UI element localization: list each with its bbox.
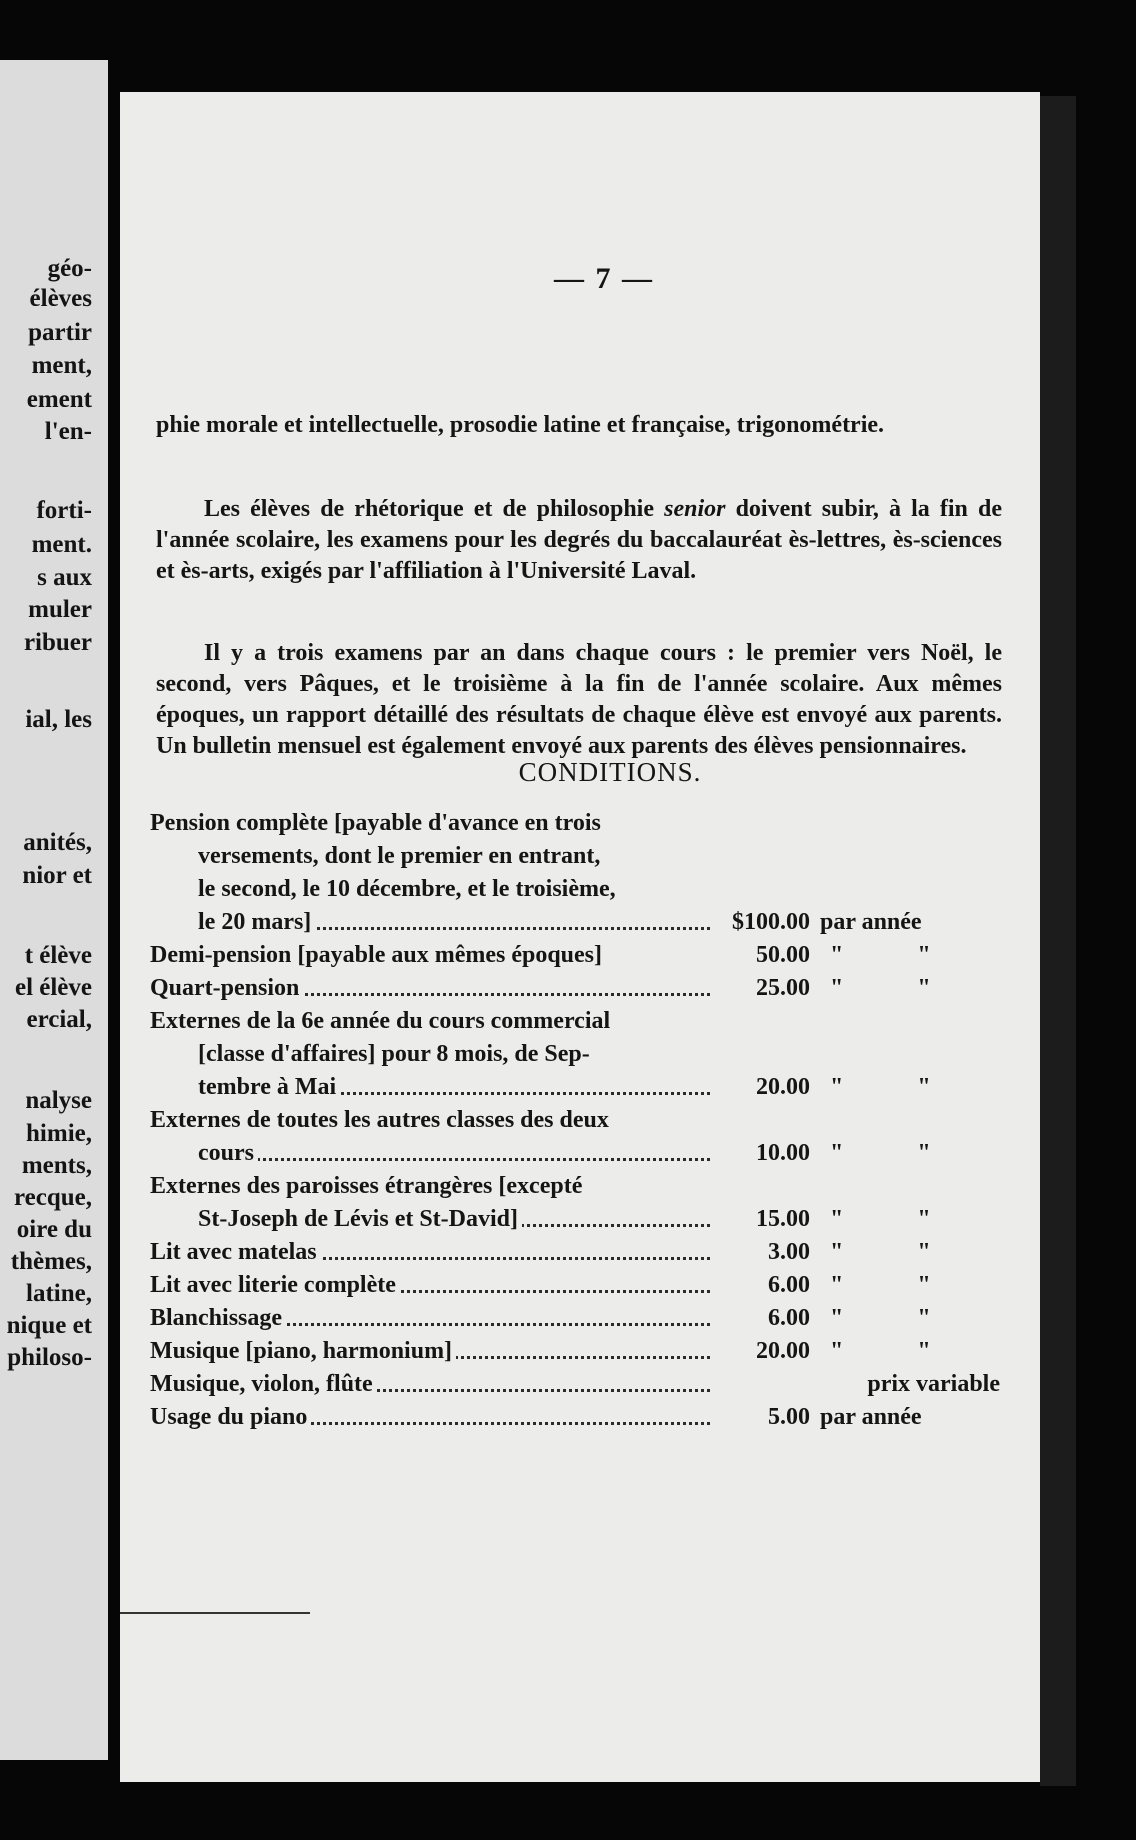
fee-row [150, 1239, 1010, 1272]
fee-unit: " " [830, 1305, 965, 1331]
fee-row [150, 1371, 1010, 1404]
margin-fragment: nior et [22, 862, 92, 889]
margin-fragment: nique et [6, 1312, 92, 1339]
page-edge [1040, 96, 1076, 1786]
fee-label: versements, dont le premier en entrant, [198, 843, 604, 869]
fee-label: cours [198, 1140, 258, 1166]
fee-description [198, 1074, 710, 1101]
margin-fragment: partir [28, 319, 92, 346]
fee-label: Lit avec literie complète [150, 1272, 400, 1298]
fee-row [150, 876, 1010, 909]
margin-fragment: ment, [31, 352, 92, 379]
margin-fragment: forti- [36, 497, 92, 524]
fee-unit: par année [820, 1404, 922, 1430]
paragraph-3 [156, 638, 1002, 762]
fee-unit: " " [830, 1074, 965, 1100]
fee-label: Blanchissage [150, 1305, 286, 1331]
margin-fragment: ement [26, 386, 92, 413]
fee-description [150, 1338, 710, 1365]
fee-row [150, 1338, 1010, 1371]
fee-amount: 5.00 [768, 1404, 810, 1430]
fee-row [150, 1140, 1010, 1173]
fee-row [150, 843, 1010, 876]
fee-description [198, 1041, 710, 1068]
fee-amount: 20.00 [756, 1338, 810, 1364]
fee-description [150, 1305, 710, 1332]
fee-row [150, 1074, 1010, 1107]
margin-fragment: élèves [29, 285, 92, 312]
fee-row [150, 1404, 1010, 1437]
margin-fragment: recque, [14, 1184, 92, 1211]
fee-row [150, 909, 1010, 942]
fee-label: Lit avec matelas [150, 1239, 321, 1265]
fee-row [150, 1272, 1010, 1305]
margin-fragment: l'en- [44, 418, 92, 445]
fee-amount: 10.00 [756, 1140, 810, 1166]
fee-description [150, 942, 710, 969]
paragraph-2 [156, 494, 1002, 587]
paragraph-1 [156, 410, 1002, 441]
fee-description [150, 810, 710, 837]
fee-label: Musique [piano, harmonium] [150, 1338, 456, 1364]
margin-fragment: ments, [21, 1152, 92, 1179]
margin-fragment: t élève [24, 942, 92, 969]
paragraph-2-emphasis: senior [664, 496, 726, 522]
fee-label: Usage du piano [150, 1404, 311, 1430]
margin-fragment: himie, [26, 1120, 92, 1147]
margin-fragment: ercial, [26, 1006, 92, 1033]
margin-fragment: s aux [37, 564, 92, 591]
margin-fragment: nalyse [25, 1087, 92, 1114]
paragraph-3-text: Il y a trois examens par an dans chaque cours : le premier vers Noël, le second, vers Pâques, et le troisième à la fin de l'année scolaire. Aux mêmes époques, un rapport détaillé des résultats de chaque élève est envoyé aux parents. Un bulletin mensuel est également envoyé aux parents des élèves pensionnaires. [156, 640, 1002, 759]
fee-label: [classe d'affaires] pour 8 mois, de Sep- [198, 1041, 594, 1067]
fee-unit: " " [830, 1338, 965, 1364]
fee-row [150, 810, 1010, 843]
fee-label: Quart-pension [150, 975, 303, 1001]
margin-fragment: oire du [16, 1216, 92, 1243]
margin-fragment: ial, les [25, 706, 92, 733]
fee-unit: " " [830, 942, 965, 968]
fee-description [150, 1272, 710, 1299]
fee-label: Externes des paroisses étrangères [excepté [150, 1173, 586, 1199]
fee-amount: 15.00 [756, 1206, 810, 1232]
fee-description [198, 876, 710, 903]
page-number: — 7 — [554, 262, 654, 295]
fees-table [150, 810, 1010, 1437]
paragraph-2-text-b: doivent subir, à la fin de l'année scolaire, les examens pour les degrés du baccalauréat ès-lettres, ès-sciences et ès-arts, exigés par l'affiliation à l'Université Laval. [156, 496, 1002, 584]
margin-fragment: philoso- [7, 1344, 92, 1371]
fee-amount: 6.00 [768, 1272, 810, 1298]
leader-dots [198, 1158, 710, 1161]
fee-unit: " " [830, 1140, 965, 1166]
fee-unit: par année [820, 909, 922, 935]
fee-label: Pension complète [payable d'avance en trois [150, 810, 605, 836]
fee-unit: " " [830, 1239, 965, 1265]
fee-label: le second, le 10 décembre, et le troisième, [198, 876, 620, 902]
fee-description [150, 1008, 710, 1035]
margin-fragment: latine, [26, 1280, 92, 1307]
paragraph-1-text: phie morale et intellectuelle, prosodie latine et française, trigonométrie. [156, 412, 885, 438]
adjacent-page-fragment [0, 60, 108, 1760]
margin-fragment: géo- [47, 255, 92, 282]
fee-amount: 25.00 [756, 975, 810, 1001]
fee-label: Demi-pension [payable aux mêmes époques] [150, 942, 606, 968]
fee-label: St-Joseph de Lévis et St-David] [198, 1206, 522, 1232]
fee-description [198, 909, 710, 936]
margin-fragment: muler [28, 596, 92, 623]
fee-unit: " " [830, 975, 965, 1001]
fee-row [150, 1206, 1010, 1239]
fee-description [198, 1140, 710, 1167]
fee-amount: 20.00 [756, 1074, 810, 1100]
fee-unit: " " [830, 1206, 965, 1232]
fee-amount: 50.00 [756, 942, 810, 968]
margin-fragment: el élève [14, 974, 92, 1001]
fee-row [150, 975, 1010, 1008]
fee-label: Externes de la 6e année du cours commercial [150, 1008, 614, 1034]
paragraph-2-text-a: Les élèves de rhétorique et de philosophie [204, 496, 665, 522]
fee-row [150, 1173, 1010, 1206]
fee-label: le 20 mars] [198, 909, 315, 935]
fee-row [150, 1041, 1010, 1074]
fee-description [198, 843, 710, 870]
fee-amount: $100.00 [732, 909, 810, 935]
fee-label: tembre à Mai [198, 1074, 340, 1100]
fee-description [150, 1173, 710, 1200]
fee-row [150, 1008, 1010, 1041]
fee-amount: 3.00 [768, 1239, 810, 1265]
fee-description [150, 1404, 710, 1431]
document-page [120, 92, 1040, 1782]
fee-unit: " " [830, 1272, 965, 1298]
fee-label: Externes de toutes les autres classes des deux [150, 1107, 613, 1133]
conditions-heading: CONDITIONS. [518, 757, 702, 787]
margin-fragment: ment. [31, 531, 92, 558]
fee-row [150, 942, 1010, 975]
margin-fragment: ribuer [23, 629, 92, 656]
fee-label: Musique, violon, flûte [150, 1371, 377, 1397]
fee-description [150, 1371, 710, 1398]
fee-row [150, 1305, 1010, 1338]
margin-fragment: thèmes, [10, 1248, 92, 1275]
fee-description [150, 975, 710, 1002]
pen-scratch [120, 1612, 310, 1614]
fee-description [150, 1239, 710, 1266]
fee-row [150, 1107, 1010, 1140]
fee-amount: prix variable [867, 1371, 1000, 1397]
fee-amount: 6.00 [768, 1305, 810, 1331]
fee-description [150, 1107, 710, 1134]
margin-fragment: anités, [23, 829, 92, 856]
fee-description [198, 1206, 710, 1233]
